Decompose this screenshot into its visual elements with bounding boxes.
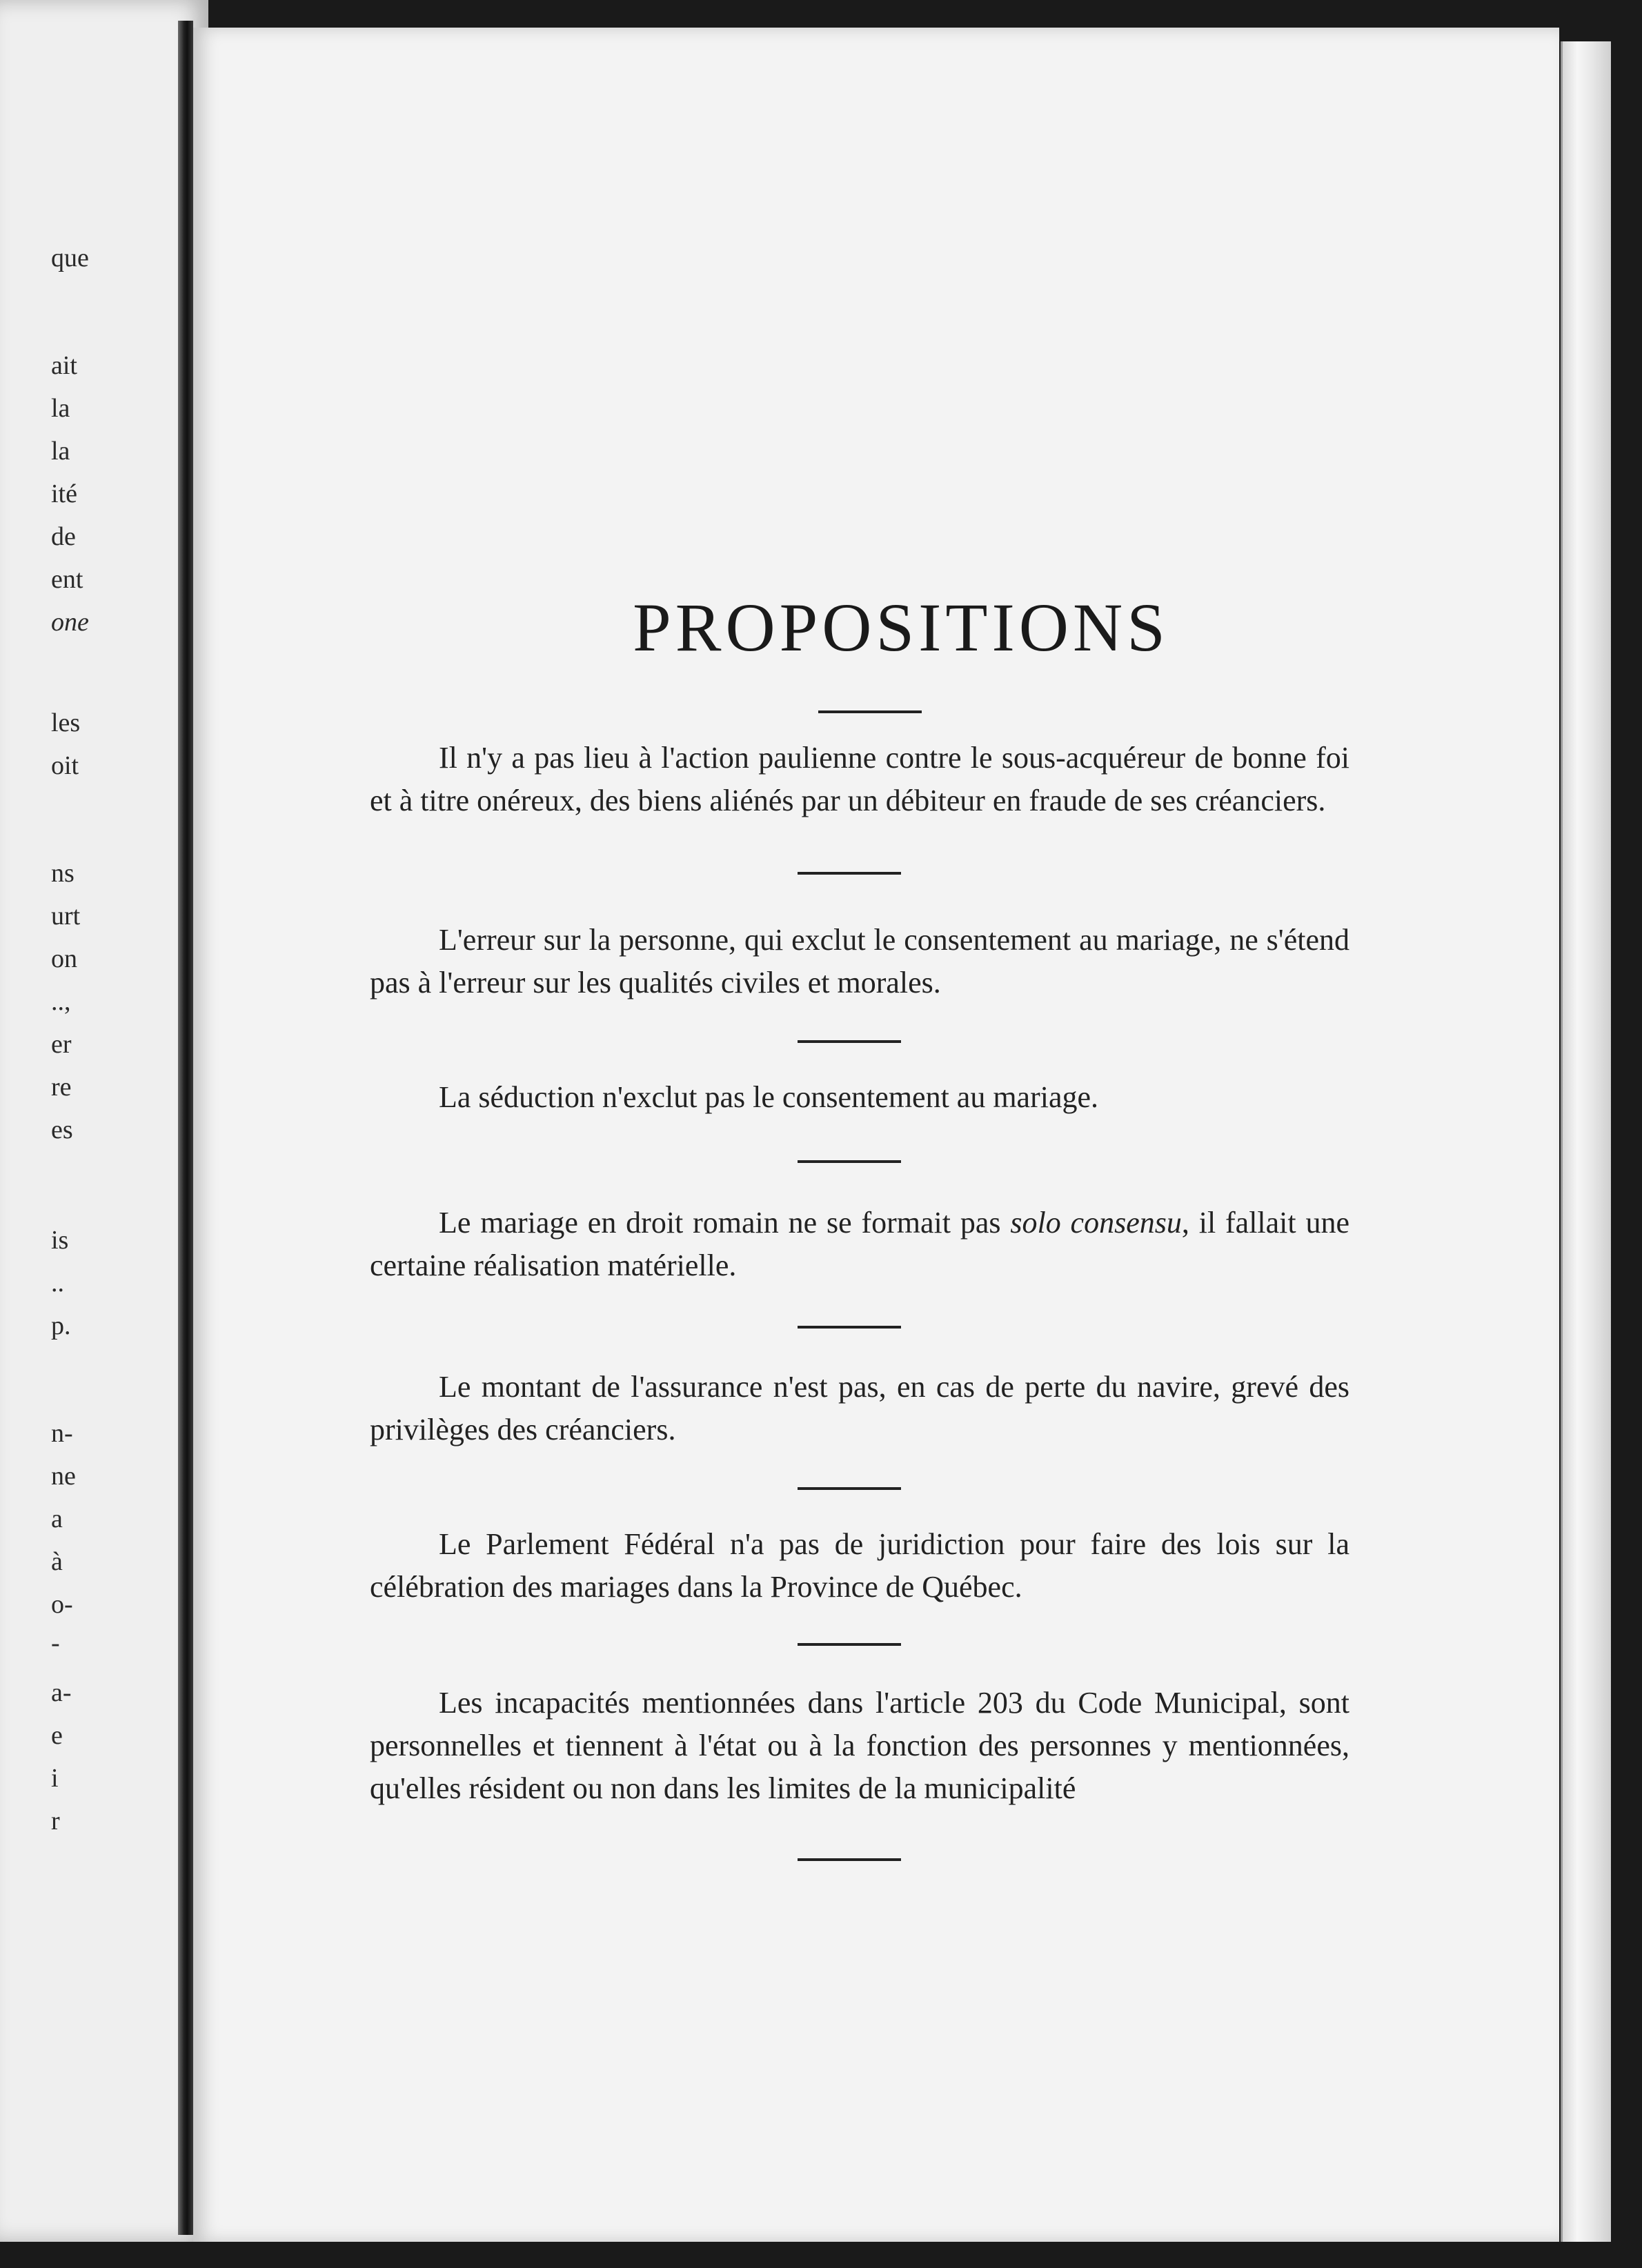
proposition-divider bbox=[798, 1040, 901, 1043]
page-content bbox=[370, 589, 1350, 1861]
left-fragment: urt bbox=[51, 902, 81, 931]
page-edge-stack bbox=[1561, 41, 1611, 2242]
proposition-divider bbox=[798, 1643, 901, 1646]
left-fragment: e bbox=[51, 1721, 63, 1750]
proposition-text: Les incapacités mentionnées dans l'article 203 du Code Municipal, sont personnelles et tiennent à l'état ou à la fonction des personnes y mentionnées, qu'elles résident ou non dans les limites de la municipalité bbox=[370, 1686, 1349, 1805]
left-fragment: la bbox=[51, 437, 70, 466]
title-divider bbox=[818, 710, 922, 713]
proposition-text: L'erreur sur la personne, qui exclut le consentement au mariage, ne s'étend pas à l'erreur sur les qualités civiles et morales. bbox=[370, 923, 1349, 999]
proposition-divider bbox=[798, 1160, 901, 1163]
proposition-3 bbox=[370, 1076, 1349, 1163]
left-fragment: à bbox=[51, 1547, 63, 1576]
left-fragment: p. bbox=[51, 1311, 71, 1340]
latin-phrase: solo consensu bbox=[1010, 1206, 1182, 1240]
left-fragment: .. bbox=[51, 1269, 64, 1297]
proposition-divider bbox=[798, 1487, 901, 1490]
proposition-divider bbox=[798, 1858, 901, 1861]
left-fragment: es bbox=[51, 1115, 73, 1144]
left-fragment: que bbox=[51, 243, 89, 272]
left-fragment: de bbox=[51, 522, 76, 551]
proposition-text-before: Le mariage en droit romain ne se formait pas bbox=[439, 1206, 1011, 1240]
proposition-4 bbox=[370, 1202, 1349, 1329]
left-fragment: ait bbox=[51, 351, 77, 380]
proposition-text: Il n'y a pas lieu à l'action paulienne contre le sous-acquéreur de bonne foi et à titre onéreux, des biens aliénés par un débiteur en fraude de ses créanciers. bbox=[370, 741, 1349, 817]
left-fragment: re bbox=[51, 1073, 72, 1102]
proposition-text: Le montant de l'assurance n'est pas, en cas de perte du navire, grevé des privilèges des créanciers. bbox=[370, 1370, 1349, 1446]
proposition-divider bbox=[798, 872, 901, 875]
left-fragment: ent bbox=[51, 565, 83, 594]
left-fragment: i bbox=[51, 1764, 59, 1793]
proposition-2 bbox=[370, 919, 1349, 1043]
left-fragment: ns bbox=[51, 859, 75, 888]
left-fragment: a- bbox=[51, 1678, 72, 1707]
left-fragment: - bbox=[51, 1629, 60, 1658]
proposition-text-after: , il fallait une certaine réalisation matérielle. bbox=[370, 1206, 1350, 1282]
left-fragment: les bbox=[51, 708, 81, 737]
left-fragment: .., bbox=[51, 987, 71, 1016]
proposition-divider bbox=[798, 1326, 901, 1329]
left-fragment: n- bbox=[51, 1419, 73, 1448]
proposition-7 bbox=[370, 1682, 1349, 1861]
left-fragment: r bbox=[51, 1807, 60, 1836]
left-fragment: one bbox=[51, 608, 89, 637]
left-fragment: er bbox=[51, 1030, 72, 1059]
left-fragment: ité bbox=[51, 479, 77, 508]
left-fragment: la bbox=[51, 394, 70, 423]
proposition-5 bbox=[370, 1366, 1349, 1490]
proposition-text: La séduction n'exclut pas le consentement au mariage. bbox=[439, 1080, 1099, 1114]
proposition-text: Le Parlement Fédéral n'a pas de juridiction pour faire des lois sur la célébration des mariages dans la Province de Québec. bbox=[370, 1527, 1349, 1604]
proposition-1 bbox=[370, 737, 1349, 875]
page-title: PROPOSITIONS bbox=[633, 589, 1169, 666]
proposition-text bbox=[370, 1202, 1349, 1287]
left-fragment: on bbox=[51, 944, 77, 973]
left-fragment: a bbox=[51, 1504, 63, 1533]
left-fragment: o- bbox=[51, 1590, 73, 1619]
left-fragment: ne bbox=[51, 1462, 76, 1491]
book-spine-gutter bbox=[178, 21, 193, 2235]
left-fragment: is bbox=[51, 1226, 69, 1255]
left-fragment: oit bbox=[51, 751, 79, 780]
left-facing-page bbox=[0, 0, 208, 2242]
proposition-6 bbox=[370, 1523, 1349, 1646]
